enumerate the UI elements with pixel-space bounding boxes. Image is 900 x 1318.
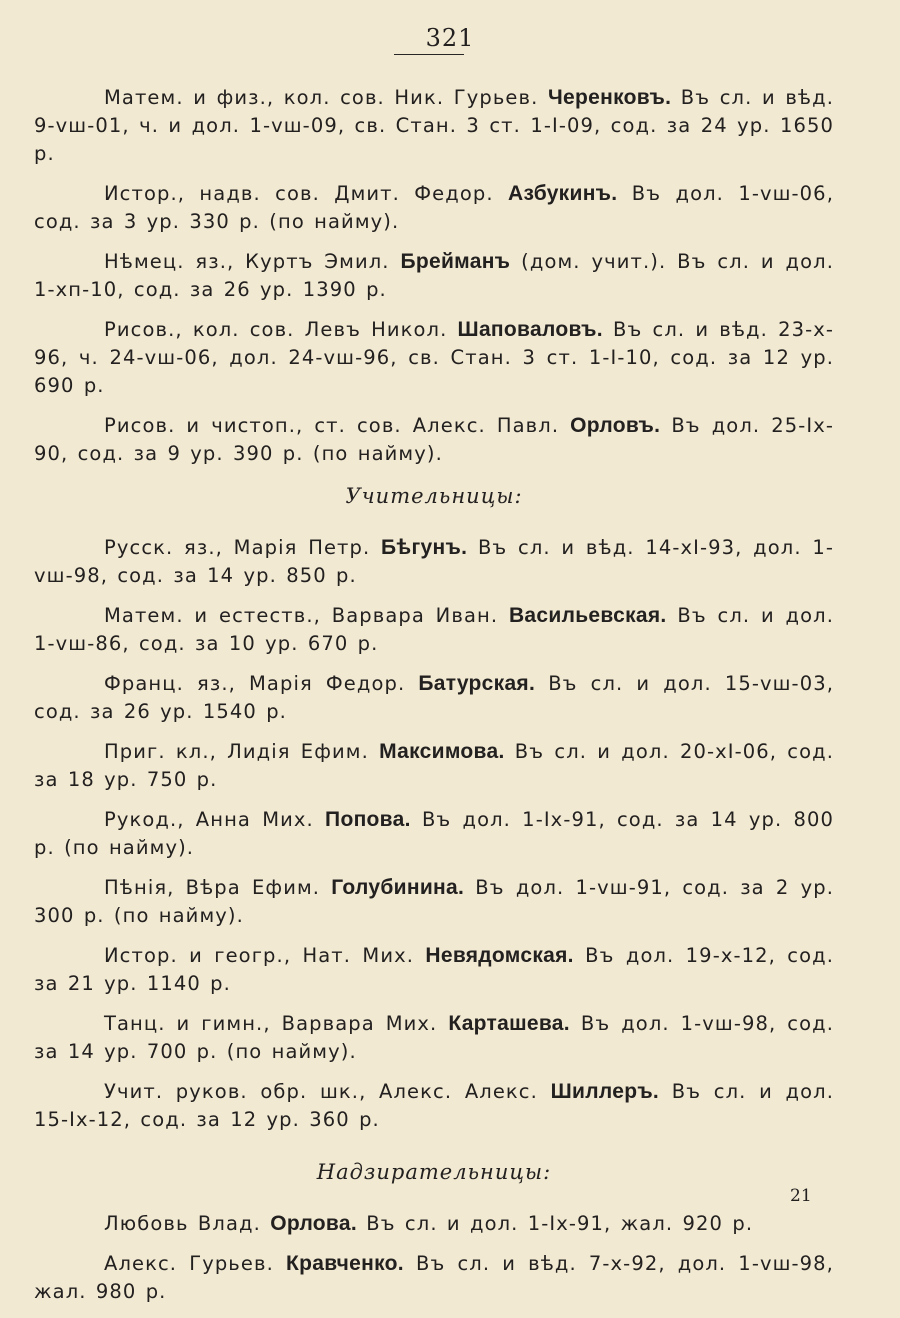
staff-entry [34,738,834,794]
staff-entry [34,806,834,862]
staff-entry [34,942,834,998]
entry-surname: Черенковъ. [547,86,672,109]
signature-mark: 21 [790,1186,812,1206]
entry-service-details: Въ дол. 1-vш-91, сод. за 2 ур. 300 р. (по найму). [34,876,834,927]
entry-service-details: Въ сл. и дол. 15-vш-03, сод. за 26 ур. 1540 р. [34,672,834,723]
entry-position-and-name: Матем. и естеств., Варвара Иван. [104,604,509,627]
staff-entry [34,316,834,400]
staff-entry [34,180,834,236]
entry-service-details: Въ дол. 1-vш-06, сод. за 3 ур. 330 р. (по найму). [34,182,834,233]
entry-service-details: Въ сл. и вѣд. 23-x-96, ч. 24-vш-06, дол. 24-vш-96, св. Стан. 3 ст. 1-I-10, сод. за 12 ур. 690 р. [34,318,834,397]
page-number: 321 [425,24,475,52]
entry-position-and-name: Истор., надв. сов. Дмит. Федор. [104,182,509,205]
staff-entry [34,602,834,658]
entry-service-details: (дом. учит.). Въ сл. и дол. 1-xп-10, сод. за 26 ур. 1390 р. [34,250,834,301]
supervisors-section [34,1210,834,1306]
male-teachers-section [34,84,834,468]
entry-service-details: Въ сл. и дол. 20-xI-06, сод. за 18 ур. 750 р. [34,740,834,791]
entry-surname: Брейманъ [400,250,511,273]
entry-position-and-name: Рисов., кол. сов. Левъ Никол. [104,318,458,341]
entry-position-and-name: Приг. кл., Лидія Ефим. [104,740,380,763]
staff-entry [34,534,834,590]
entry-surname: Максимова. [379,740,505,763]
staff-entry [34,84,834,168]
entry-surname: Невядомская. [425,944,574,967]
entry-surname: Попова. [325,808,411,831]
page-number-rule [394,54,464,55]
staff-entry [34,248,834,304]
entry-surname: Орловъ. [570,414,661,437]
entry-position-and-name: Пѣнія, Вѣра Ефим. [104,876,332,899]
entry-position-and-name: Нѣмец. яз., Куртъ Эмил. [104,250,401,273]
entry-service-details: Въ дол. 25-Ix-90, сод. за 9 ур. 390 р. (по найму). [34,414,834,465]
page-content [34,84,834,1318]
entry-position-and-name: Франц. яз., Марія Федор. [104,672,419,695]
entry-surname: Батурская. [418,672,536,695]
staff-entry [34,1250,834,1306]
entry-service-details: Въ сл. и дол. 15-Ix-12, сод. за 12 ур. 360 р. [34,1080,835,1131]
entry-position-and-name: Алекс. Гурьев. [104,1252,286,1275]
female-teachers-section [34,534,834,1134]
staff-entry [34,874,834,930]
staff-entry [34,412,834,468]
entry-position-and-name: Рукод., Анна Мих. [104,808,326,831]
entry-surname: Азбукинъ. [508,182,618,205]
entry-position-and-name: Учит. руков. обр. шк., Алекс. Алекс. [104,1080,551,1103]
entry-surname: Бѣгунъ. [381,536,468,559]
entry-surname: Кравченко. [286,1252,404,1275]
entry-service-details: Въ дол. 1-vш-98, сод. за 14 ур. 700 р. (по найму). [34,1012,834,1063]
entry-service-details: Въ сл. и дол. 1-vш-86, сод. за 10 ур. 670 р. [34,604,835,655]
entry-surname: Карташева. [448,1012,570,1035]
entry-position-and-name: Любовь Влад. [104,1212,271,1235]
entry-position-and-name: Русск. яз., Марія Петр. [104,536,382,559]
entry-surname: Васильевская. [508,604,667,627]
entry-service-details: Въ сл. и вѣд. 9-vш-01, ч. и дол. 1-vш-09, св. Стан. 3 ст. 1-I-09, сод. за 24 ур. 1650 р. [34,86,834,165]
entry-position-and-name: Рисов. и чистоп., ст. сов. Алекс. Павл. [104,414,571,437]
entry-position-and-name: Истор. и геогр., Нат. Мих. [104,944,426,967]
entry-service-details: Въ сл. и вѣд. 14-xI-93, дол. 1-vш-98, сод. за 14 ур. 850 р. [34,536,834,587]
entry-surname: Голубинина. [331,876,465,899]
entry-service-details: Въ сл. и дол. 1-Ix-91, жал. 920 р. [356,1212,754,1235]
staff-entry [34,1078,834,1134]
entry-service-details: Въ дол. 1-Ix-91, сод. за 14 ур. 800 р. (по найму). [34,808,835,859]
entry-position-and-name: Матем. и физ., кол. сов. Ник. Гурьев. [104,86,548,109]
entry-surname: Шиллеръ. [550,1080,660,1103]
entry-surname: Орлова. [270,1212,357,1235]
entry-position-and-name: Танц. и гимн., Варвара Мих. [104,1012,449,1035]
section-heading-supervisors: Надзирательницы: [316,1160,552,1184]
staff-entry [34,670,834,726]
staff-entry [34,1010,834,1066]
entry-service-details: Въ сл. и вѣд. 7-x-92, дол. 1-vш-98, жал. 980 р. [34,1252,834,1303]
entry-service-details: Въ дол. 19-x-12, сод. за 21 ур. 1140 р. [34,944,834,995]
entry-surname: Шаповаловъ. [457,318,603,341]
staff-entry [34,1210,834,1238]
section-heading-female-teachers: Учительницы: [345,484,523,508]
